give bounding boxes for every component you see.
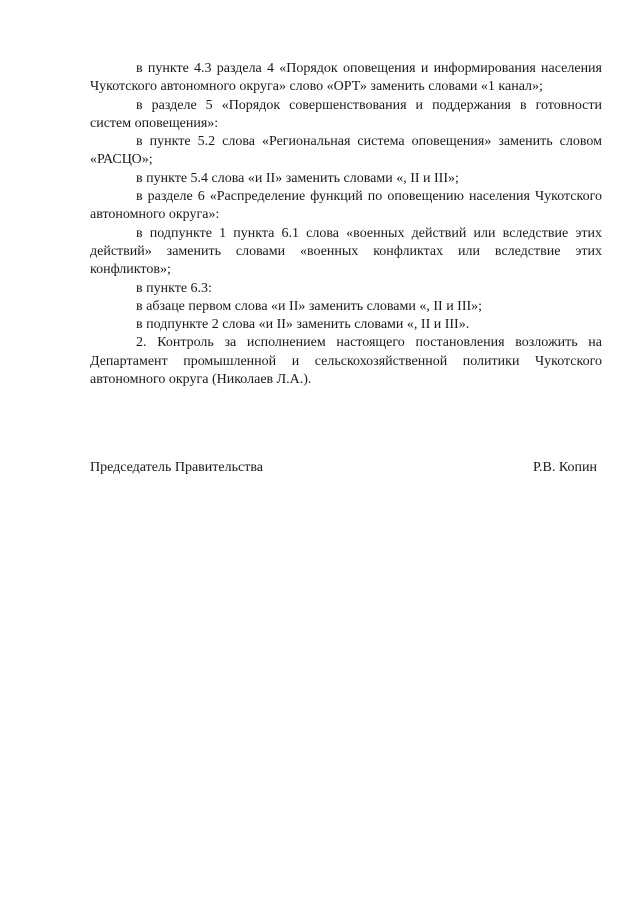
signature-block <box>90 459 597 477</box>
paragraph-subitem-2: в подпункте 2 слова «и II» заменить словами «, II и III». <box>136 317 470 333</box>
paragraph-item-6-3: в пункте 6.3: <box>136 280 212 296</box>
paragraph-subitem-6-1: в подпункте 1 пункта 6.1 слова «военных действий или вследствие этих действий» заменить словами «военных конфликтах или вследствие этих конфликтов»; <box>90 225 602 278</box>
document-body <box>90 60 602 389</box>
signatory-name: Р.В. Копин <box>533 460 597 475</box>
paragraph-first-clause: в абзаце первом слова «и II» заменить словами «, II и III»; <box>136 298 483 314</box>
paragraph-control-clause: 2. Контроль за исполнением настоящего постановления возложить на Департамент промышленной и сельскохозяйственной политики Чукотского автономного округа (Николаев Л.А.). <box>90 335 602 388</box>
paragraph-section-4-3: в пункте 4.3 раздела 4 «Порядок оповещения и информирования населения Чукотского автономного округа» слово «ОРТ» заменить словами «1 канал»; <box>90 61 602 95</box>
signatory-position: Председатель Правительства <box>90 460 263 475</box>
paragraph-section-6: в разделе 6 «Распределение функций по оповещению населения Чукотского автономного округа»: <box>90 189 602 223</box>
paragraph-item-5-2: в пункте 5.2 слова «Региональная система оповещения» заменить словом «РАСЦО»; <box>90 134 602 168</box>
paragraph-item-5-4: в пункте 5.4 слова «и II» заменить словами «, II и III»; <box>136 170 459 186</box>
paragraph-section-5: в разделе 5 «Порядок совершенствования и поддержания в готовности систем оповещения»: <box>90 97 602 131</box>
